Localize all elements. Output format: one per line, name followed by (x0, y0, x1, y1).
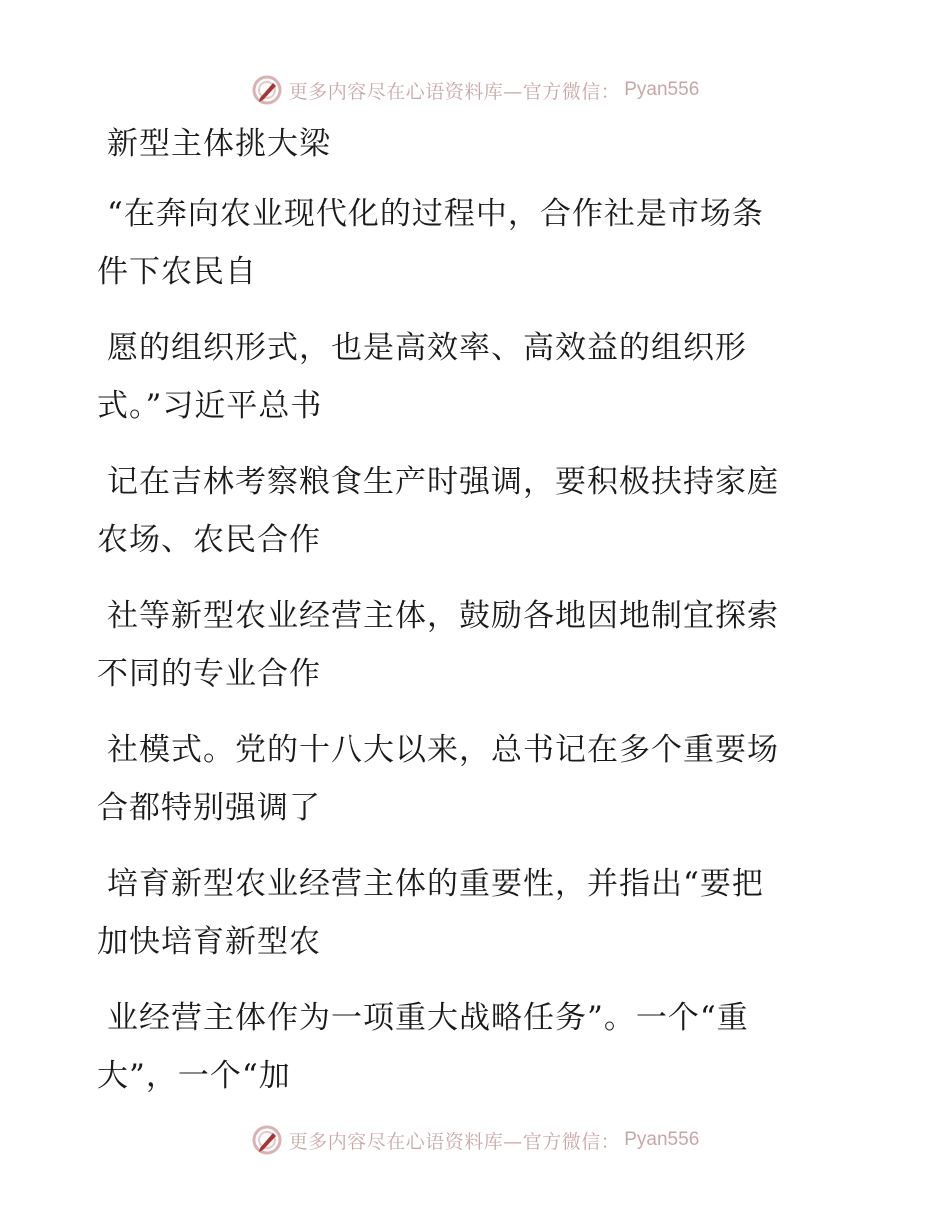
paragraph-line: 农场、农民合作 (97, 522, 321, 558)
paragraph-line: 社模式。党的十八大以来，总书记在多个重要场 (107, 732, 779, 768)
header-watermark (0, 70, 950, 110)
paragraph-line: 大”，一个“加 (97, 1058, 291, 1094)
paragraph-line: 不同的专业合作 (97, 656, 321, 692)
paragraph-line: 愿的组织形式，也是高效率、高效益的组织形 (107, 330, 747, 366)
paragraph-line: 社等新型农业经营主体，鼓励各地因地制宜探索 (107, 598, 779, 634)
watermark-wechat-id: Pyan556 (624, 1129, 700, 1150)
paragraph-line: “在奔向农业现代化的过程中，合作社是市场条 (107, 196, 764, 232)
paragraph-line: 记在吉林考察粮食生产时强调，要积极扶持家庭 (107, 464, 779, 500)
document-body (97, 120, 857, 1092)
brand-logo-icon (251, 1124, 283, 1156)
brand-logo-icon (251, 74, 283, 106)
watermark-text: 更多内容尽在心语资料库—官方微信： (288, 1130, 621, 1153)
paragraph-line: 业经营主体作为一项重大战略任务”。一个“重 (107, 1000, 749, 1036)
paragraph-line: 培育新型农业经营主体的重要性，并指出“要把 (107, 866, 764, 902)
paragraph-line: 合都特别强调了 (97, 790, 321, 826)
paragraph-line: 件下农民自 (97, 254, 257, 290)
paragraph-line: 式。”习近平总书 (97, 388, 323, 424)
watermark-wechat-id: Pyan556 (624, 79, 700, 100)
footer-watermark (0, 1120, 950, 1160)
watermark-text: 更多内容尽在心语资料库—官方微信： (288, 80, 621, 103)
section-title: 新型主体挑大梁 (107, 126, 331, 162)
paragraph-line: 加快培育新型农 (97, 924, 321, 960)
